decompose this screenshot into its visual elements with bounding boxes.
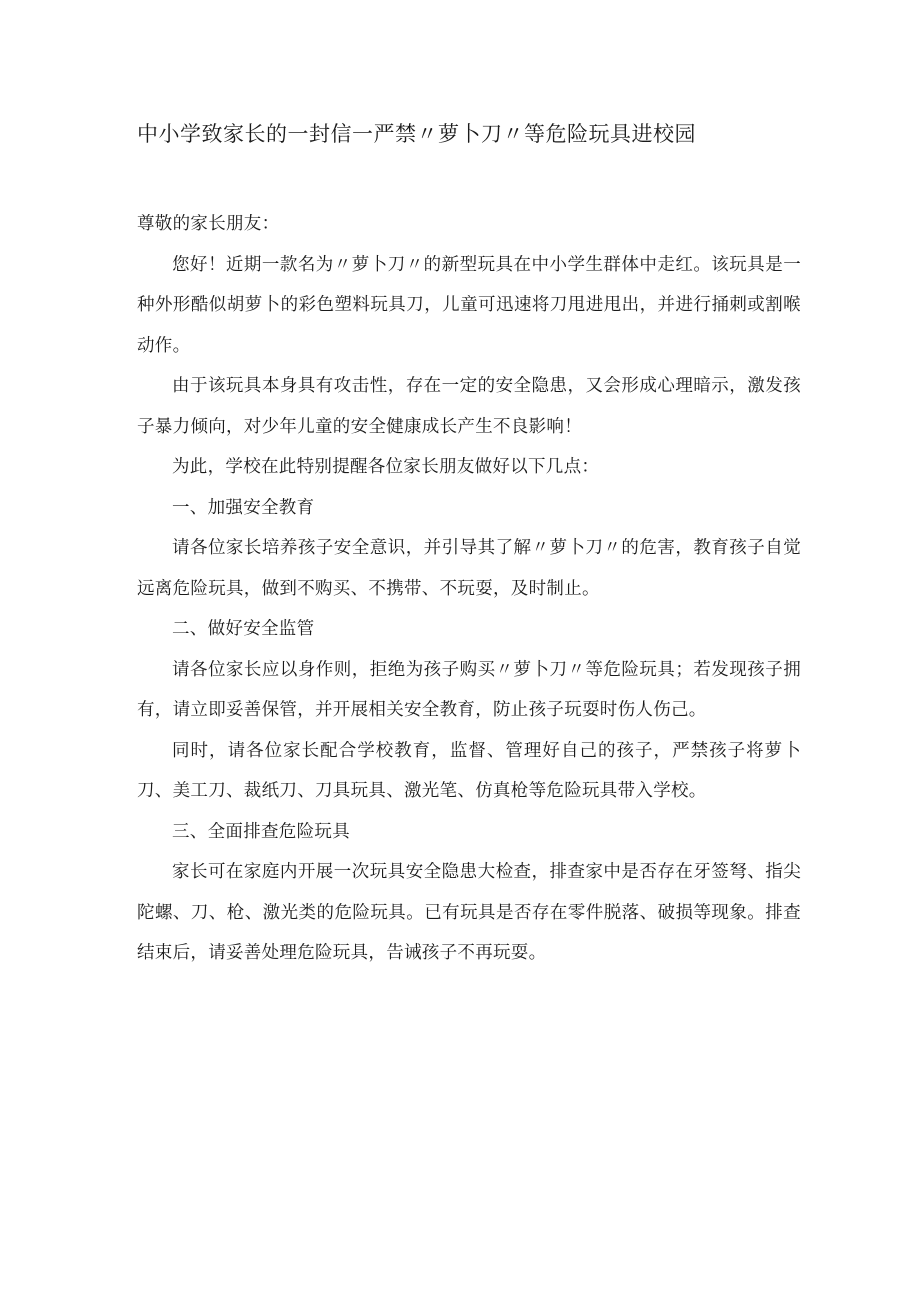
salutation: 尊敬的家长朋友：: [137, 214, 280, 234]
paragraph-risk: 由于该玩具本身具有攻击性，存在一定的安全隐患，又会形成心理暗示，激发孩子暴力倾向，对少年儿童的安全健康成长产生不良影响！: [137, 376, 801, 437]
paragraph-cooperation: 同时，请各位家长配合学校教育，监督、管理好自己的孩子，严禁孩子将萝卜刀、美工刀、裁纸刀、刀具玩具、激光笔、仿真枪等危险玩具带入学校。: [137, 740, 801, 801]
document-title: 中小学致家长的一封信一严禁〃萝卜刀〃等危险玩具进校园: [137, 122, 696, 146]
letter-body: [137, 204, 801, 974]
section-heading-education: 一、加强安全教育: [172, 497, 315, 518]
section-heading-inspection: 三、全面排查危险玩具: [172, 821, 350, 842]
paragraph-inspection: 家长可在家庭内开展一次玩具安全隐患大检查，排查家中是否存在牙签弩、指尖陀螺、刀、枪、激光类的危险玩具。已有玩具是否存在零件脱落、破损等现象。排查结束后，请妥善处理危险玩具，告诫孩子不再玩耍。: [137, 862, 801, 963]
section-heading-supervision: 二、做好安全监管: [172, 619, 315, 639]
paragraph-supervision: 请各位家长应以身作则，拒绝为孩子购买〃萝卜刀〃等危险玩具；若发现孩子拥有，请立即妥善保管，并开展相关安全教育，防止孩子玩耍时伤人伤己。: [137, 659, 801, 720]
paragraph-education: 请各位家长培养孩子安全意识，并引导其了解〃萝卜刀〃的危害，教育孩子自觉远离危险玩具，做到不购买、不携带、不玩耍，及时制止。: [137, 538, 801, 599]
paragraph-greeting: 您好！近期一款名为〃萝卜刀〃的新型玩具在中小学生群体中走红。该玩具是一种外形酷似胡萝卜的彩色塑料玩具刀，儿童可迅速将刀甩进甩出，并进行捅刺或割喉动作。: [137, 254, 801, 356]
paragraph-reminder-intro: 为此，学校在此特别提醒各位家长朋友做好以下几点：: [172, 457, 600, 477]
